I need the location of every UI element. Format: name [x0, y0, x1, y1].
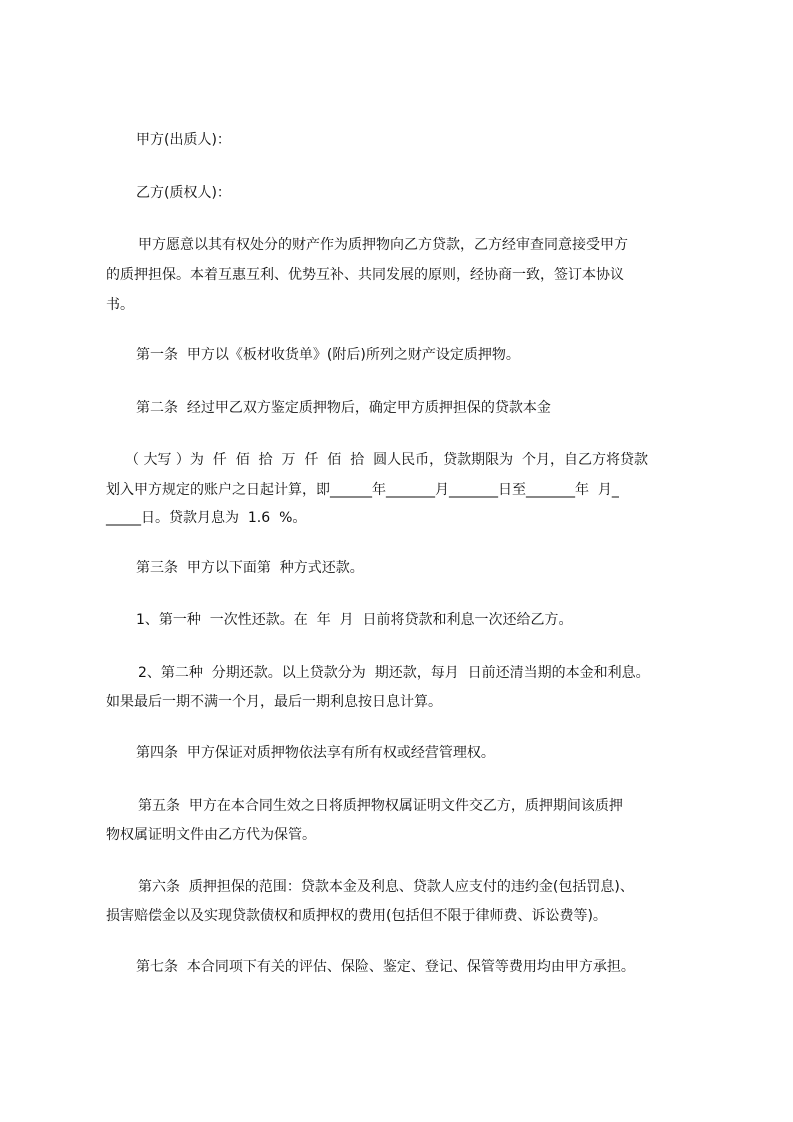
- article-6-line-1: 第六条 质押担保的范围：贷款本金及利息、贷款人应支付的违约金(包括罚息)、: [138, 879, 634, 895]
- article-4: 第四条 甲方保证对质押物依法享有所有权或经营管理权。: [136, 745, 495, 761]
- party-b-label: 乙方(质权人)：: [136, 185, 231, 201]
- repayment-option-2-line-2: 如果最后一期不满一个月，最后一期利息按日息计算。: [106, 694, 442, 710]
- repayment-option-1: 1、第一种 一次性还款。在 年 月 日前将贷款和利息一次还给乙方。: [136, 612, 573, 628]
- article-1: 第一条 甲方以《板材收货单》(附后)所列之财产设定质押物。: [136, 347, 520, 363]
- article-6-line-2: 损害赔偿金以及实现贷款债权和质押权的费用(包括但不限于律师费、诉讼费等)。: [106, 908, 607, 924]
- article-3: 第三条 甲方以下面第 种方式还款。: [136, 560, 364, 576]
- intro-line-2: 的质押担保。本着互惠互利、优势互补、共同发展的原则，经协商一致，签订本协议: [106, 267, 624, 283]
- article-2-line-3: 划入甲方规定的账户之日起计算，即______年_______月_______日至_______年 月_: [106, 482, 619, 498]
- article-2-line-1: 第二条 经过甲乙双方鉴定质押物后，确定甲方质押担保的贷款本金: [136, 400, 551, 416]
- intro-line-3: 书。: [106, 297, 134, 313]
- article-2-line-2: （ 大写 ）为 仟 佰 拾 万 仟 佰 拾 圆人民币，贷款期限为 个月，自乙方将贷款: [125, 452, 649, 468]
- article-7: 第七条 本合同项下有关的评估、保险、鉴定、登记、保管等费用均由甲方承担。: [136, 959, 635, 975]
- article-5-line-2: 物权属证明文件由乙方代为保管。: [106, 827, 316, 843]
- intro-line-1: 甲方愿意以其有权处分的财产作为质押物向乙方贷款，乙方经审查同意接受甲方: [138, 237, 628, 253]
- party-a-label: 甲方(出质人)：: [136, 132, 231, 148]
- repayment-option-2-line-1: 2、第二种 分期还款。以上贷款分为 期还款，每月 日前还清当期的本金和利息。: [138, 665, 650, 681]
- article-5-line-1: 第五条 甲方在本合同生效之日将质押物权属证明文件交乙方，质押期间该质押: [138, 798, 623, 814]
- article-2-line-4: _____日。贷款月息为 1.6 %。: [106, 510, 307, 526]
